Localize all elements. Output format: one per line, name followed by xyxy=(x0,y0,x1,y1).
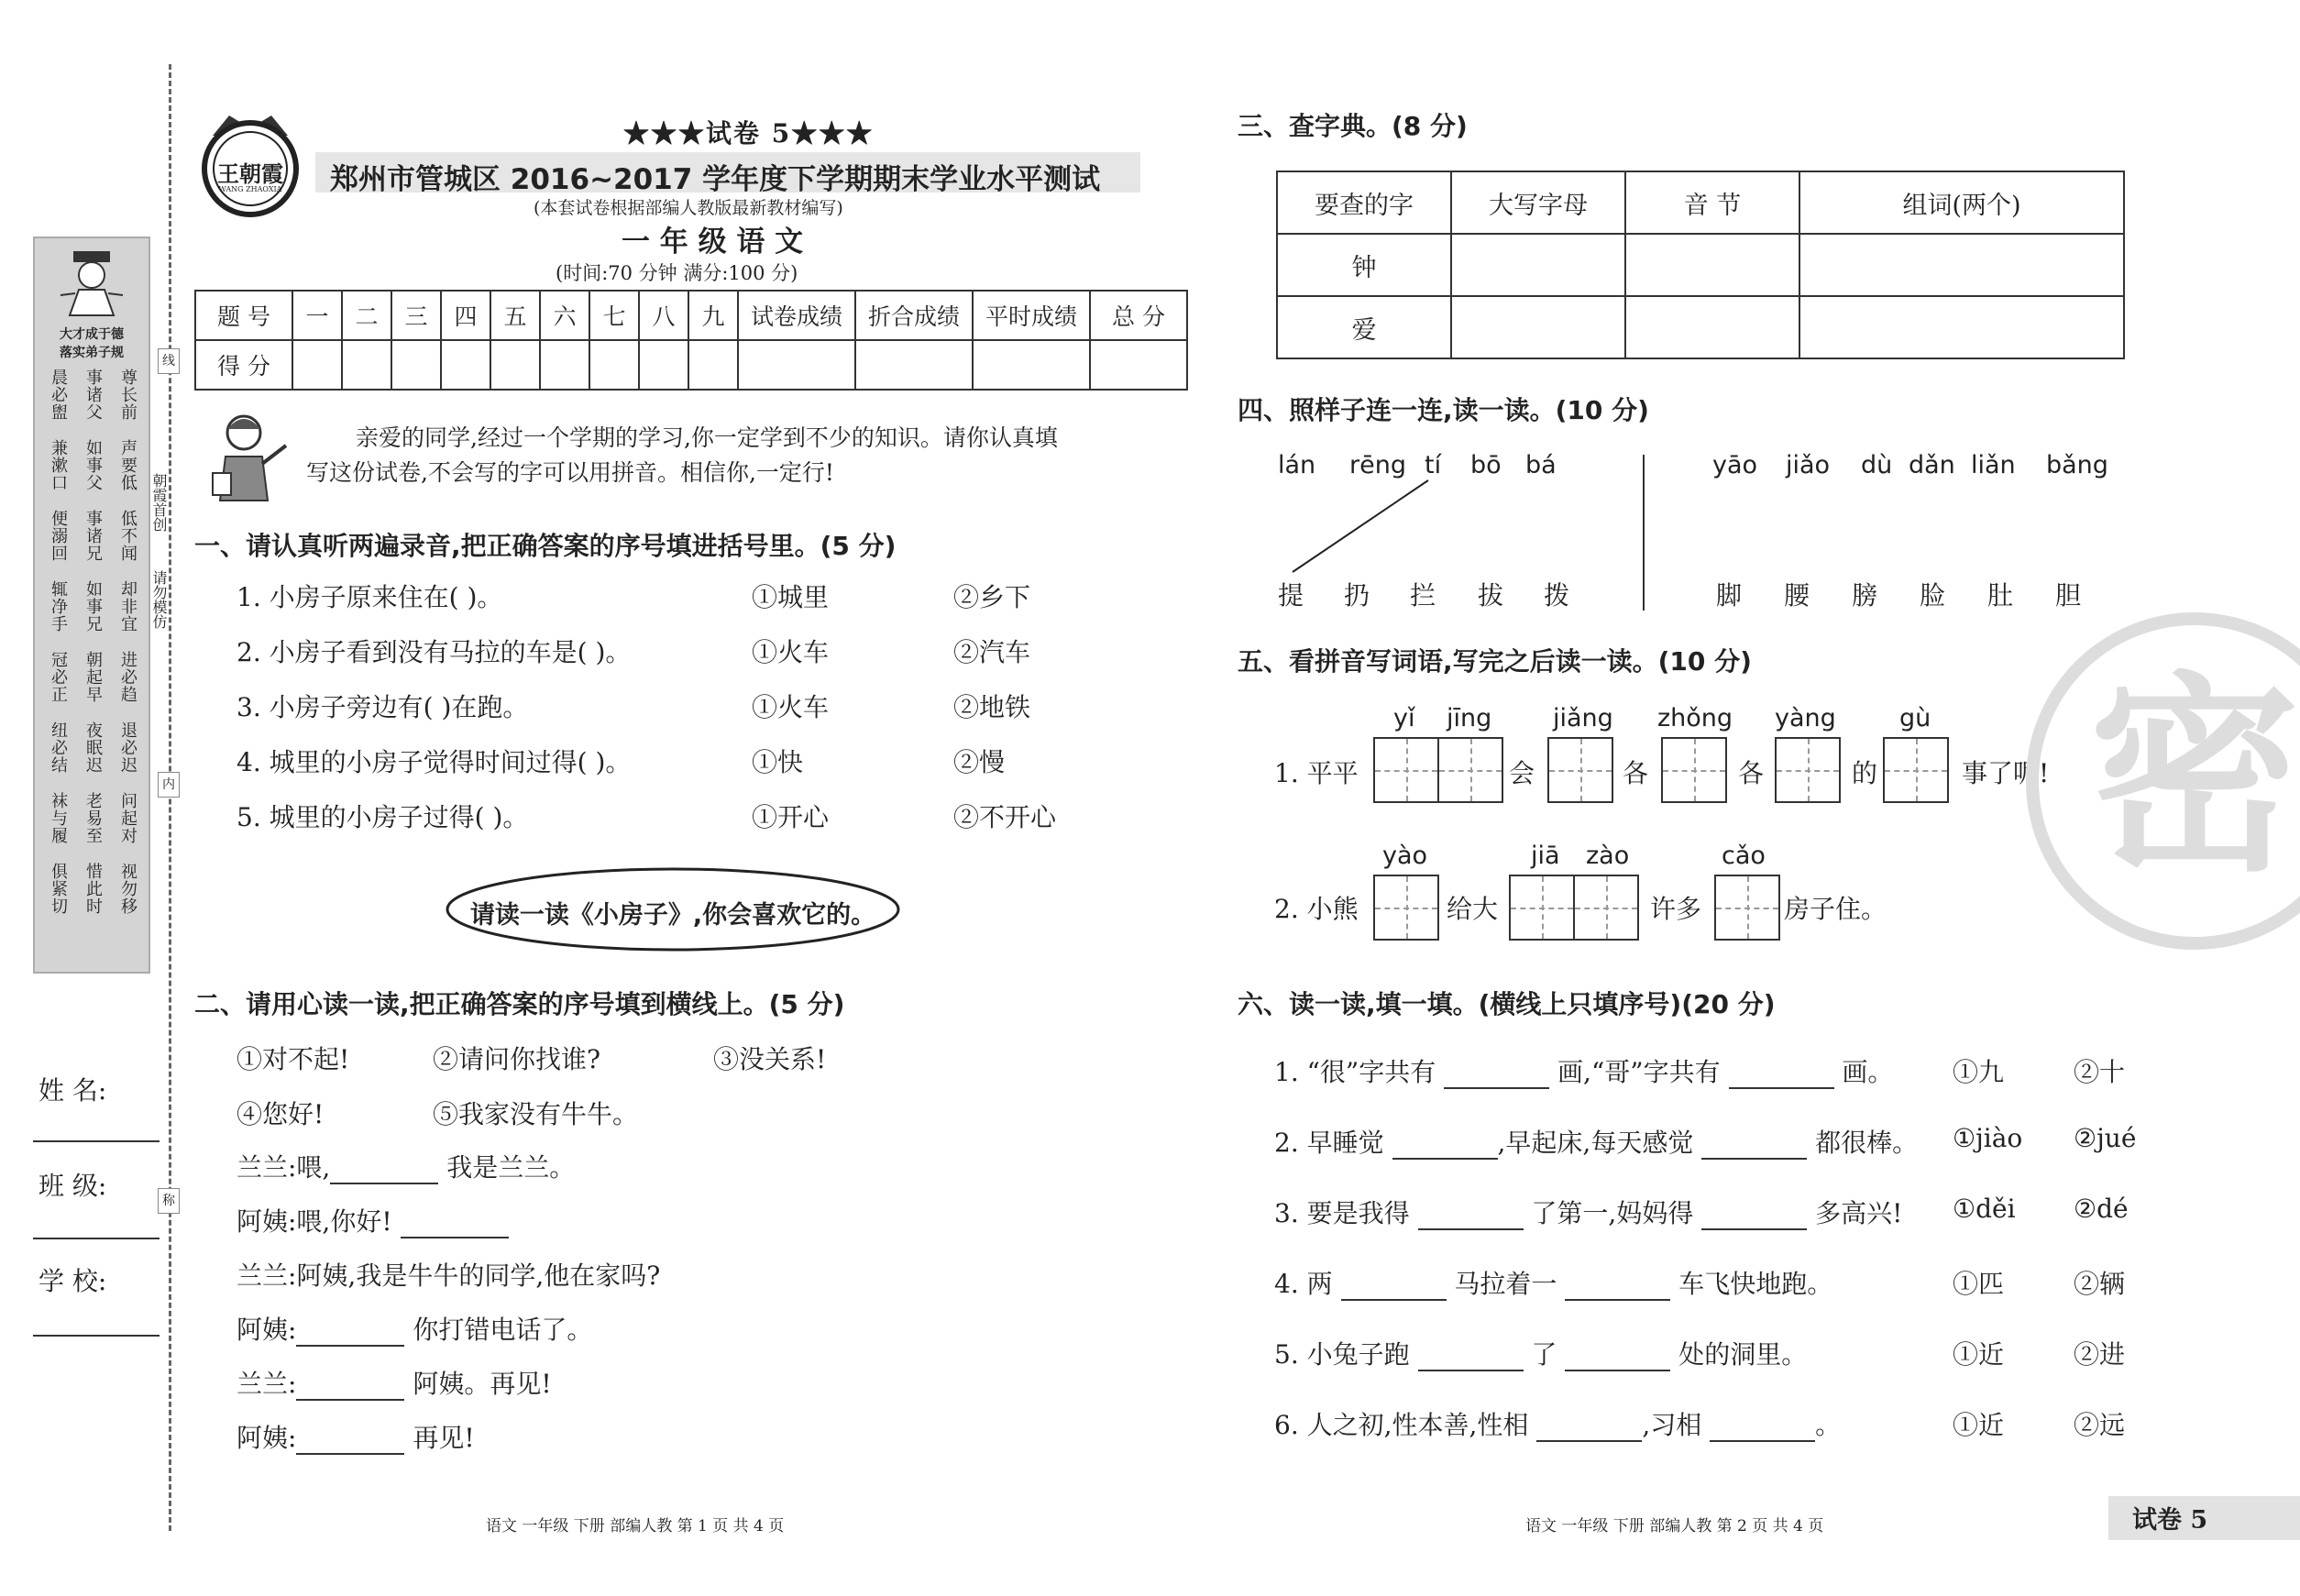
answer-blank[interactable] xyxy=(1536,1416,1642,1442)
answer-cell[interactable] xyxy=(1799,296,2124,358)
fill-question xyxy=(1274,1335,1807,1371)
answer-blank[interactable] xyxy=(1701,1205,1807,1230)
name-field[interactable] xyxy=(33,1140,160,1142)
score-cell[interactable] xyxy=(1090,340,1187,390)
question: 2. 小房子看到没有马拉的车是( )。 xyxy=(237,637,632,667)
option-a: ①近 xyxy=(1953,1339,2005,1370)
question-text: 画。 xyxy=(1833,1057,1894,1087)
school-field[interactable] xyxy=(33,1335,160,1337)
writing-grid[interactable] xyxy=(1775,737,1841,803)
answer-blank[interactable] xyxy=(1701,1134,1807,1160)
pinyin: dù xyxy=(1861,451,1893,479)
score-header: 折合成绩 xyxy=(855,291,973,340)
score-cell[interactable] xyxy=(391,340,441,390)
grid-cell[interactable] xyxy=(1661,737,1727,803)
seal-mark: 线 xyxy=(158,348,180,374)
question-text: 1. “很”字共有 xyxy=(1274,1057,1445,1087)
pinyin: jīng xyxy=(1447,704,1492,732)
time-info: (时间:70 分钟 满分:100 分) xyxy=(556,262,798,284)
rule-text: 退必迟 xyxy=(118,721,138,774)
char-card[interactable]: 膀 xyxy=(1852,580,1878,611)
rule-text: 辄净手 xyxy=(49,580,68,633)
pinyin: liǎn xyxy=(1971,451,2016,479)
score-cell[interactable] xyxy=(540,340,589,390)
rule-group xyxy=(50,651,136,703)
question-text: ,习相 xyxy=(1642,1410,1711,1440)
option-a: ①火车 xyxy=(752,637,830,667)
writing-grid[interactable] xyxy=(1661,737,1727,803)
rule-text: 便溺回 xyxy=(49,510,68,562)
fill-question xyxy=(1274,1264,1832,1301)
rule-text: 夜眠迟 xyxy=(83,721,103,774)
teacher-illustration xyxy=(211,409,293,504)
option-a: ①快 xyxy=(752,747,804,777)
paper-tag: ★★★试卷 5★★★ xyxy=(623,118,875,149)
answer-blank[interactable] xyxy=(1392,1134,1498,1160)
option-a: ①开心 xyxy=(752,802,830,832)
grid-cell[interactable] xyxy=(1509,875,1575,941)
score-header: 题 号 xyxy=(195,291,292,340)
option-b: ②辆 xyxy=(2074,1269,2126,1299)
char-card[interactable]: 提 xyxy=(1278,580,1304,611)
rule-text: 如事父 xyxy=(83,439,103,491)
sentence-part: 房子住。 xyxy=(1784,894,1887,924)
rule-text: 晨必盥 xyxy=(49,369,68,421)
dialog-text: 兰兰: xyxy=(237,1369,297,1399)
question-text: 4. 两 xyxy=(1274,1269,1341,1299)
option-a: ①děi xyxy=(1953,1194,2016,1224)
option-b: ②dé xyxy=(2074,1194,2129,1224)
score-header: 一 xyxy=(292,291,342,340)
name-label: 姓 名: xyxy=(39,1075,107,1106)
grid-cell[interactable] xyxy=(1714,875,1780,941)
rule-text: 如事兄 xyxy=(83,580,103,633)
rule-text: 进必趋 xyxy=(118,651,138,703)
grid-cell[interactable] xyxy=(1437,737,1503,803)
pinyin: yāo xyxy=(1712,451,1758,479)
writing-grid[interactable] xyxy=(1883,737,1949,803)
secret-watermark: 密 xyxy=(2026,612,2300,950)
sentence-part: 2. 小熊 xyxy=(1274,894,1359,924)
dialog-text: 兰兰:喂, xyxy=(237,1152,331,1183)
option-a: ①火车 xyxy=(752,692,830,722)
cut-line xyxy=(169,64,171,1531)
dict-char: 爱 xyxy=(1277,296,1451,358)
option-b: ②地铁 xyxy=(953,692,1031,722)
dict-header: 音 节 xyxy=(1625,171,1799,234)
pinyin: tí xyxy=(1425,451,1442,479)
example-link-line xyxy=(1283,477,1430,578)
score-cell[interactable] xyxy=(855,340,973,390)
rule-group xyxy=(50,580,136,633)
subject-title: 一 年 级 语 文 xyxy=(622,226,804,259)
question-text: 2. 早睡觉 xyxy=(1274,1128,1392,1158)
answer-blank[interactable] xyxy=(296,1429,404,1455)
answer-blank[interactable] xyxy=(1418,1346,1524,1371)
answer-cell[interactable] xyxy=(1799,234,2124,296)
pinyin: jiā xyxy=(1531,842,1560,870)
answer-blank[interactable] xyxy=(1729,1063,1834,1089)
sentence-part: 给大 xyxy=(1447,894,1499,924)
dict-header: 要查的字 xyxy=(1277,171,1451,234)
logo-subtext: WANG ZHAOXIA xyxy=(218,185,282,193)
sentence-part: 会 xyxy=(1509,758,1535,788)
rule-group xyxy=(50,369,136,421)
dialog-line xyxy=(237,1310,592,1347)
section2-title: 二、请用心读一读,把正确答案的序号填到横线上。(5 分) xyxy=(194,989,845,1019)
question: 4. 城里的小房子觉得时间过得( )。 xyxy=(237,747,632,777)
writing-grid[interactable] xyxy=(1373,737,1503,803)
answer-blank[interactable] xyxy=(296,1321,404,1347)
char-card[interactable]: 胆 xyxy=(2055,580,2082,611)
option-a: ①jiào xyxy=(1953,1123,2023,1153)
pinyin: jiǎo xyxy=(1786,451,1831,479)
answer-blank[interactable] xyxy=(330,1159,438,1184)
exam-title: 郑州市管城区 2016~2017 学年度下学期期末学业水平测试 xyxy=(330,163,1101,196)
option: ②请问你找谁? xyxy=(433,1044,601,1074)
footer-right: 语文 一年级 下册 部编人教 第 2 页 共 4 页 xyxy=(1525,1517,1824,1535)
pinyin: dǎn xyxy=(1909,451,1955,479)
section4-title: 四、照样子连一连,读一读。(10 分) xyxy=(1238,395,1649,425)
question-text: 都很棒。 xyxy=(1807,1128,1919,1158)
score-cell[interactable] xyxy=(973,340,1090,390)
dictionary-table xyxy=(1276,171,2125,359)
question-text: 处的洞里。 xyxy=(1670,1339,1808,1370)
score-header: 九 xyxy=(688,291,738,340)
answer-blank[interactable] xyxy=(1418,1205,1524,1230)
pinyin: rēng xyxy=(1349,451,1406,479)
score-header: 二 xyxy=(342,291,391,340)
grid-cell[interactable] xyxy=(1547,737,1613,803)
writing-grid[interactable] xyxy=(1509,875,1639,941)
answer-blank[interactable] xyxy=(401,1213,509,1238)
rule-text: 事诸兄 xyxy=(83,510,103,562)
score-header: 四 xyxy=(441,291,490,340)
score-label: 得 分 xyxy=(195,340,292,390)
seal-mark: 称 xyxy=(158,1188,180,1214)
divider xyxy=(1643,455,1645,611)
dict-header: 大写字母 xyxy=(1451,171,1625,234)
score-table xyxy=(194,290,1188,391)
motto-panel xyxy=(33,237,150,974)
grid-cell[interactable] xyxy=(1883,737,1949,803)
dialog-line xyxy=(237,1364,552,1401)
rules-list xyxy=(50,369,136,933)
score-header: 八 xyxy=(639,291,688,340)
rule-text: 视勿移 xyxy=(118,863,138,915)
answer-blank[interactable] xyxy=(1444,1063,1549,1089)
rule-text: 纽必结 xyxy=(49,721,68,774)
fill-question xyxy=(1274,1052,1893,1089)
writing-grid[interactable] xyxy=(1547,737,1613,803)
dialog-line xyxy=(237,1418,475,1455)
grid-cell[interactable] xyxy=(1373,737,1439,803)
section6-title: 六、读一读,填一填。(横线上只填序号)(20 分) xyxy=(1238,989,1776,1019)
answer-blank[interactable] xyxy=(1710,1416,1815,1442)
vertical-note-1: 朝霞首创 xyxy=(150,473,168,532)
answer-blank[interactable] xyxy=(1565,1275,1670,1301)
rule-text: 兼漱口 xyxy=(49,439,68,491)
publisher-logo xyxy=(194,108,306,220)
class-label: 班 级: xyxy=(39,1171,107,1201)
option-b: ②汽车 xyxy=(953,637,1031,667)
question-text: 马拉着一 xyxy=(1446,1269,1566,1299)
dialog-text: 再见! xyxy=(404,1423,475,1453)
answer-cell[interactable] xyxy=(1625,296,1799,358)
school-label: 学 校: xyxy=(39,1266,107,1296)
score-header: 五 xyxy=(490,291,540,340)
answer-blank[interactable] xyxy=(296,1375,404,1401)
score-cell[interactable] xyxy=(589,340,639,390)
option-b: ②不开心 xyxy=(953,802,1057,832)
rule-text: 问起对 xyxy=(118,792,138,844)
question-text: 多高兴! xyxy=(1807,1198,1903,1228)
rule-text: 尊长前 xyxy=(118,369,138,421)
char-card[interactable]: 脸 xyxy=(1920,580,1946,611)
rule-text: 俱紧切 xyxy=(49,863,68,915)
rule-text: 朝起早 xyxy=(83,651,103,703)
option-b: ②远 xyxy=(2074,1410,2126,1440)
rule-text: 惜此时 xyxy=(83,863,103,915)
question: 1. 小房子原来住在( )。 xyxy=(237,582,503,612)
score-header: 试卷成绩 xyxy=(738,291,855,340)
dialog-text: 你打错电话了。 xyxy=(404,1315,593,1345)
pinyin: zào xyxy=(1586,842,1630,870)
question-text: 了 xyxy=(1523,1339,1566,1370)
option: ⑤我家没有牛牛。 xyxy=(433,1099,639,1129)
question-text: 画,“哥”字共有 xyxy=(1549,1057,1729,1087)
dict-header: 组词(两个) xyxy=(1799,171,2124,234)
vertical-note-2: 请勿模仿 xyxy=(150,570,168,629)
seal-mark: 内 xyxy=(158,772,180,798)
sentence-part: 各 xyxy=(1623,758,1649,788)
answer-blank[interactable] xyxy=(1565,1346,1670,1371)
footer-tag: 试卷 5 xyxy=(2132,1506,2208,1535)
rule-text: 事诸父 xyxy=(83,369,103,421)
sentence-part: 的 xyxy=(1852,758,1878,788)
option: ①对不起! xyxy=(237,1044,350,1074)
pinyin: cǎo xyxy=(1722,842,1766,870)
score-header: 总 分 xyxy=(1090,291,1187,340)
pinyin: bá xyxy=(1525,451,1557,479)
score-cell[interactable] xyxy=(490,340,540,390)
question: 5. 城里的小房子过得( )。 xyxy=(237,802,529,832)
score-header: 平时成绩 xyxy=(973,291,1090,340)
rule-text: 却非宜 xyxy=(118,580,138,633)
char-card[interactable]: 拨 xyxy=(1544,580,1570,611)
dialog-line xyxy=(237,1148,575,1184)
question-text: 3. 要是我得 xyxy=(1274,1198,1418,1228)
char-card[interactable]: 腰 xyxy=(1784,580,1810,611)
pinyin: zhǒng xyxy=(1657,704,1733,732)
option-a: ①城里 xyxy=(752,582,830,612)
answer-cell[interactable] xyxy=(1451,296,1625,358)
score-cell[interactable] xyxy=(342,340,391,390)
answer-blank[interactable] xyxy=(1341,1275,1447,1301)
score-cell[interactable] xyxy=(441,340,490,390)
fill-question xyxy=(1274,1194,1902,1230)
option-b: ②慢 xyxy=(953,747,1006,777)
pinyin: jiǎng xyxy=(1553,704,1613,732)
fill-question xyxy=(1274,1405,1841,1442)
pinyin: lán xyxy=(1278,451,1316,479)
option: ③没关系! xyxy=(713,1044,827,1074)
rule-group xyxy=(50,439,136,491)
hint-text: 请读一读《小房子》,你会喜欢它的。 xyxy=(469,901,876,930)
dialog-text: 阿姨:喂,你好! xyxy=(237,1206,401,1237)
pinyin: gù xyxy=(1899,704,1931,732)
score-header: 三 xyxy=(391,291,441,340)
answer-cell[interactable] xyxy=(1451,234,1625,296)
option-b: ②乡下 xyxy=(953,582,1031,612)
score-cell[interactable] xyxy=(688,340,738,390)
rule-group xyxy=(50,721,136,774)
char-card[interactable]: 脚 xyxy=(1716,580,1743,611)
sentence-part: 许多 xyxy=(1650,894,1702,924)
intro-line-2: 写这份试卷,不会写的字可以用拼音。相信你,一定行! xyxy=(306,459,834,486)
dialog-line xyxy=(237,1202,509,1238)
option-b: ②十 xyxy=(2074,1057,2126,1087)
score-cell[interactable] xyxy=(292,340,342,390)
rule-text: 冠必正 xyxy=(49,651,68,703)
dialog-text: 我是兰兰。 xyxy=(438,1152,576,1183)
rule-group xyxy=(50,510,136,562)
rule-group xyxy=(50,792,136,844)
pinyin: yǐ xyxy=(1393,704,1415,732)
option-a: ①匹 xyxy=(1953,1269,2005,1299)
dialog-line xyxy=(237,1256,660,1293)
option-a: ①近 xyxy=(1953,1410,2005,1440)
section1-title: 一、请认真听两遍录音,把正确答案的序号填进括号里。(5 分) xyxy=(194,531,897,561)
score-header: 六 xyxy=(540,291,589,340)
option: ④您好! xyxy=(237,1099,325,1129)
dialog-text: 阿姨: xyxy=(237,1315,297,1345)
pinyin: yào xyxy=(1382,842,1428,870)
question-text: ,早起床,每天感觉 xyxy=(1497,1128,1702,1158)
question-text: 了第一,妈妈得 xyxy=(1523,1198,1702,1228)
question: 3. 小房子旁边有( )在跑。 xyxy=(237,692,529,722)
rule-text: 袜与履 xyxy=(49,792,68,844)
dialog-text: 阿姨。再见! xyxy=(404,1369,552,1399)
pinyin: bǎng xyxy=(2046,451,2108,479)
rule-text: 老易至 xyxy=(83,792,103,844)
class-field[interactable] xyxy=(33,1238,160,1239)
sentence-part: 1. 平平 xyxy=(1274,758,1359,788)
score-header: 七 xyxy=(589,291,639,340)
motto-line-2: 落实弟子规 xyxy=(60,346,124,360)
section3-title: 三、查字典。(8 分) xyxy=(1238,111,1468,141)
option-b: ②jué xyxy=(2074,1123,2137,1153)
dict-char: 钟 xyxy=(1277,234,1451,296)
grid-cell[interactable] xyxy=(1373,875,1439,941)
scholar-illustration xyxy=(57,248,127,319)
dialog-text: 阿姨: xyxy=(237,1423,297,1453)
char-card[interactable]: 拦 xyxy=(1410,580,1436,611)
rule-text: 声要低 xyxy=(118,439,138,491)
section5-title: 五、看拼音写词语,写完之后读一读。(10 分) xyxy=(1238,646,1752,677)
rule-group xyxy=(50,863,136,915)
grid-cell[interactable] xyxy=(1573,875,1639,941)
option-a: ①九 xyxy=(1953,1057,2005,1087)
pinyin: yàng xyxy=(1775,704,1836,732)
rule-text: 低不闻 xyxy=(118,510,138,562)
exam-subtitle: (本套试卷根据部编人教版最新教材编写) xyxy=(534,198,843,218)
sentence-part: 各 xyxy=(1738,758,1765,788)
char-card[interactable]: 拔 xyxy=(1478,580,1504,611)
char-card[interactable]: 扔 xyxy=(1344,580,1370,611)
writing-grid[interactable] xyxy=(1373,875,1439,941)
footer-left: 语文 一年级 下册 部编人教 第 1 页 共 4 页 xyxy=(486,1517,785,1535)
grid-cell[interactable] xyxy=(1775,737,1841,803)
dialog-text: 兰兰:阿姨,我是牛牛的同学,他在家吗? xyxy=(237,1260,661,1291)
question-text: 车飞快地跑。 xyxy=(1670,1269,1833,1299)
char-card[interactable]: 肚 xyxy=(1987,580,2014,611)
fill-question xyxy=(1274,1123,1918,1160)
question-text: 。 xyxy=(1815,1410,1842,1440)
question-text: 6. 人之初,性本善,性相 xyxy=(1274,1410,1537,1440)
option-b: ②进 xyxy=(2074,1339,2126,1370)
logo-text: 王朝霞 xyxy=(217,160,283,187)
motto-line-1: 大才成于德 xyxy=(60,327,124,342)
answer-cell[interactable] xyxy=(1625,234,1799,296)
score-cell[interactable] xyxy=(639,340,688,390)
question-text: 5. 小兔子跑 xyxy=(1274,1339,1418,1370)
pinyin: bō xyxy=(1470,451,1502,479)
writing-grid[interactable] xyxy=(1714,875,1780,941)
intro-line-1: 亲爱的同学,经过一个学期的学习,你一定学到不少的知识。请你认真填 xyxy=(356,424,1058,451)
score-cell[interactable] xyxy=(738,340,855,390)
sentence-part: 事了呢! xyxy=(1962,758,2050,788)
